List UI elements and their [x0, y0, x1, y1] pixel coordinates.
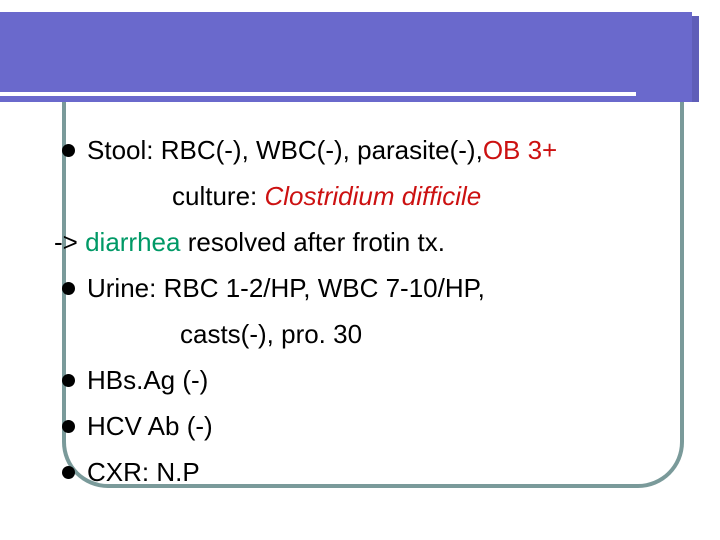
- urine-text: Urine: RBC 1-2/HP, WBC 7-10/HP,: [87, 273, 485, 303]
- cxr-line: [62, 456, 200, 488]
- culture-line: [172, 180, 481, 212]
- bullet-icon: [62, 144, 75, 157]
- bullet-icon: [62, 282, 75, 295]
- title-banner: [0, 12, 692, 102]
- bullet-icon: [62, 374, 75, 387]
- culture-organism: Clostridium difficile: [264, 181, 482, 211]
- hbsag-text: HBs.Ag (-): [87, 365, 209, 395]
- diarrhea-rest: resolved after frotin tx.: [180, 227, 445, 257]
- culture-prefix: culture:: [172, 181, 265, 211]
- bullet-icon: [62, 466, 75, 479]
- title-banner-edge: [692, 16, 699, 102]
- casts-line: [180, 318, 362, 350]
- diarrhea-word: diarrhea: [85, 227, 181, 257]
- casts-text: casts(-), pro. 30: [180, 319, 363, 349]
- cxr-text: CXR: N.P: [87, 457, 200, 487]
- stool-line: [62, 134, 557, 166]
- bullet-icon: [62, 420, 75, 433]
- stool-text: Stool: RBC(-), WBC(-), parasite(-),: [87, 135, 483, 165]
- hbsag-line: [62, 364, 208, 396]
- hcv-line: [62, 410, 213, 442]
- diarrhea-arrow: ->: [54, 227, 86, 257]
- ob-result: OB 3+: [482, 135, 558, 165]
- diarrhea-line: [54, 226, 445, 258]
- banner-rule: [0, 92, 636, 96]
- hcv-text: HCV Ab (-): [87, 411, 213, 441]
- urine-line: [62, 272, 485, 304]
